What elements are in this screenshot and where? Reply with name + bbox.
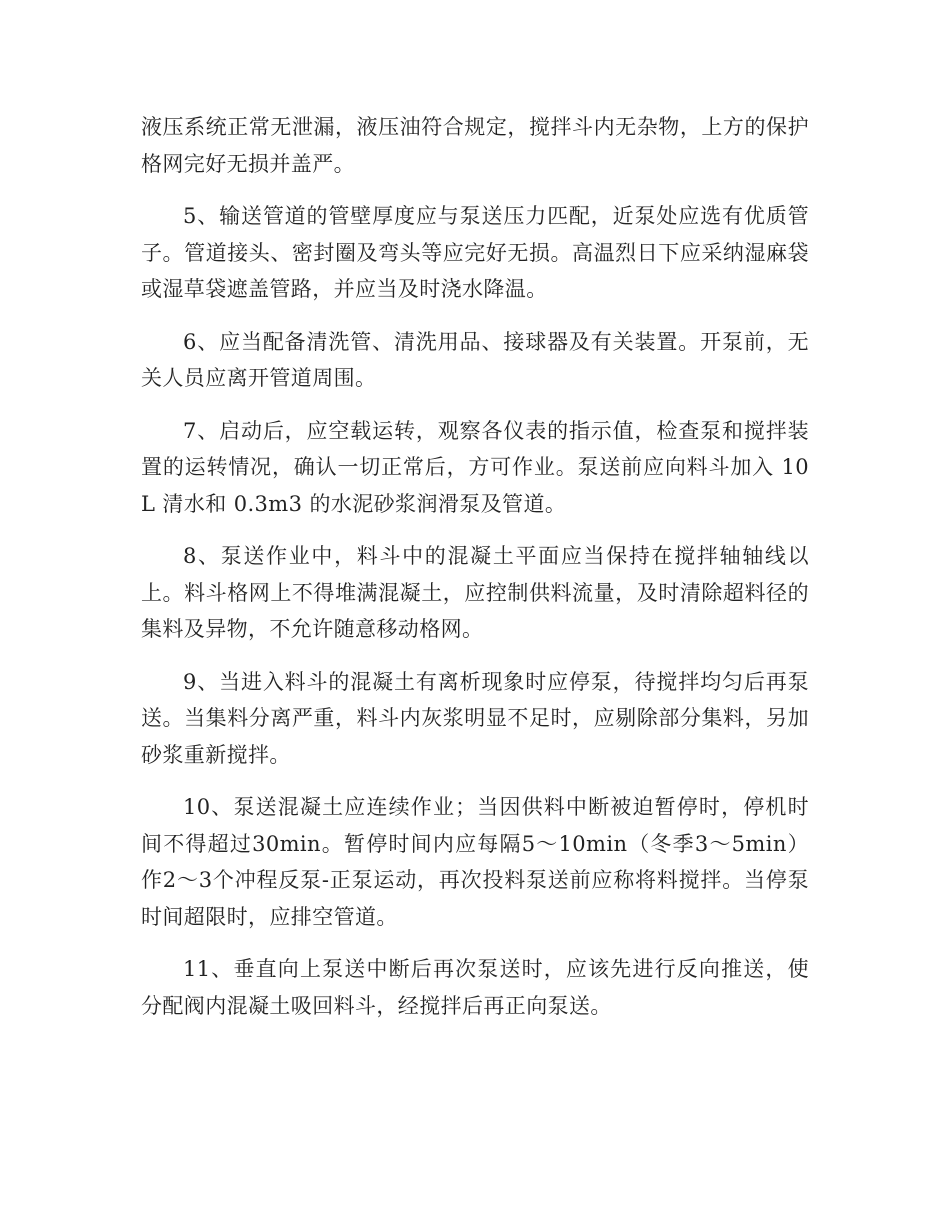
paragraph-item-8: 8、泵送作业中，料斗中的混凝土平面应当保持在搅拌轴轴线以上。料斗格网上不得堆满混凝土，应控制供料流量，及时清除超料径的集料及异物，不允许随意移动格网。	[141, 544, 809, 641]
paragraph-item-11: 11、垂直向上泵送中断后再次泵送时，应该先进行反向推送，使分配阀内混凝土吸回料斗，经搅拌后再正向泵送。	[141, 957, 809, 1018]
paragraph-item-10: 10、泵送混凝土应连续作业；当因供料中断被迫暂停时，停机时间不得超过30min。暂停时间内应每隔5～10min（冬季3～5min）作2～3个冲程反泵-正泵运动，再次投料泵送前应称将料搅拌。当停泵时间超限时，应排空管道。	[141, 795, 809, 929]
paragraph-item-6: 6、应当配备清洗管、清洗用品、接球器及有关装置。开泵前，无关人员应离开管道周围。	[141, 329, 809, 390]
paragraph-item-7: 7、启动后，应空载运转，观察各仪表的指示值，检查泵和搅拌装置的运转情况，确认一切正常后，方可作业。泵送前应向料斗加入 10L 清水和 0.3m3 的水泥砂浆润滑泵及管道。	[141, 418, 809, 516]
paragraph-item-9: 9、当进入料斗的混凝土有离析现象时应停泵，待搅拌均匀后再泵送。当集料分离严重，料斗内灰浆明显不足时，应剔除部分集料，另加砂浆重新搅拌。	[141, 669, 809, 767]
paragraph-item-5: 5、输送管道的管壁厚度应与泵送压力匹配，近泵处应选有优质管子。管道接头、密封圈及弯头等应完好无损。高温烈日下应采纳湿麻袋或湿草袋遮盖管路，并应当及时浇水降温。	[141, 204, 809, 301]
document-body	[141, 109, 809, 1040]
paragraph-continuation: 液压系统正常无泄漏，液压油符合规定，搅拌斗内无杂物，上方的保护格网完好无损并盖严。	[141, 115, 809, 176]
